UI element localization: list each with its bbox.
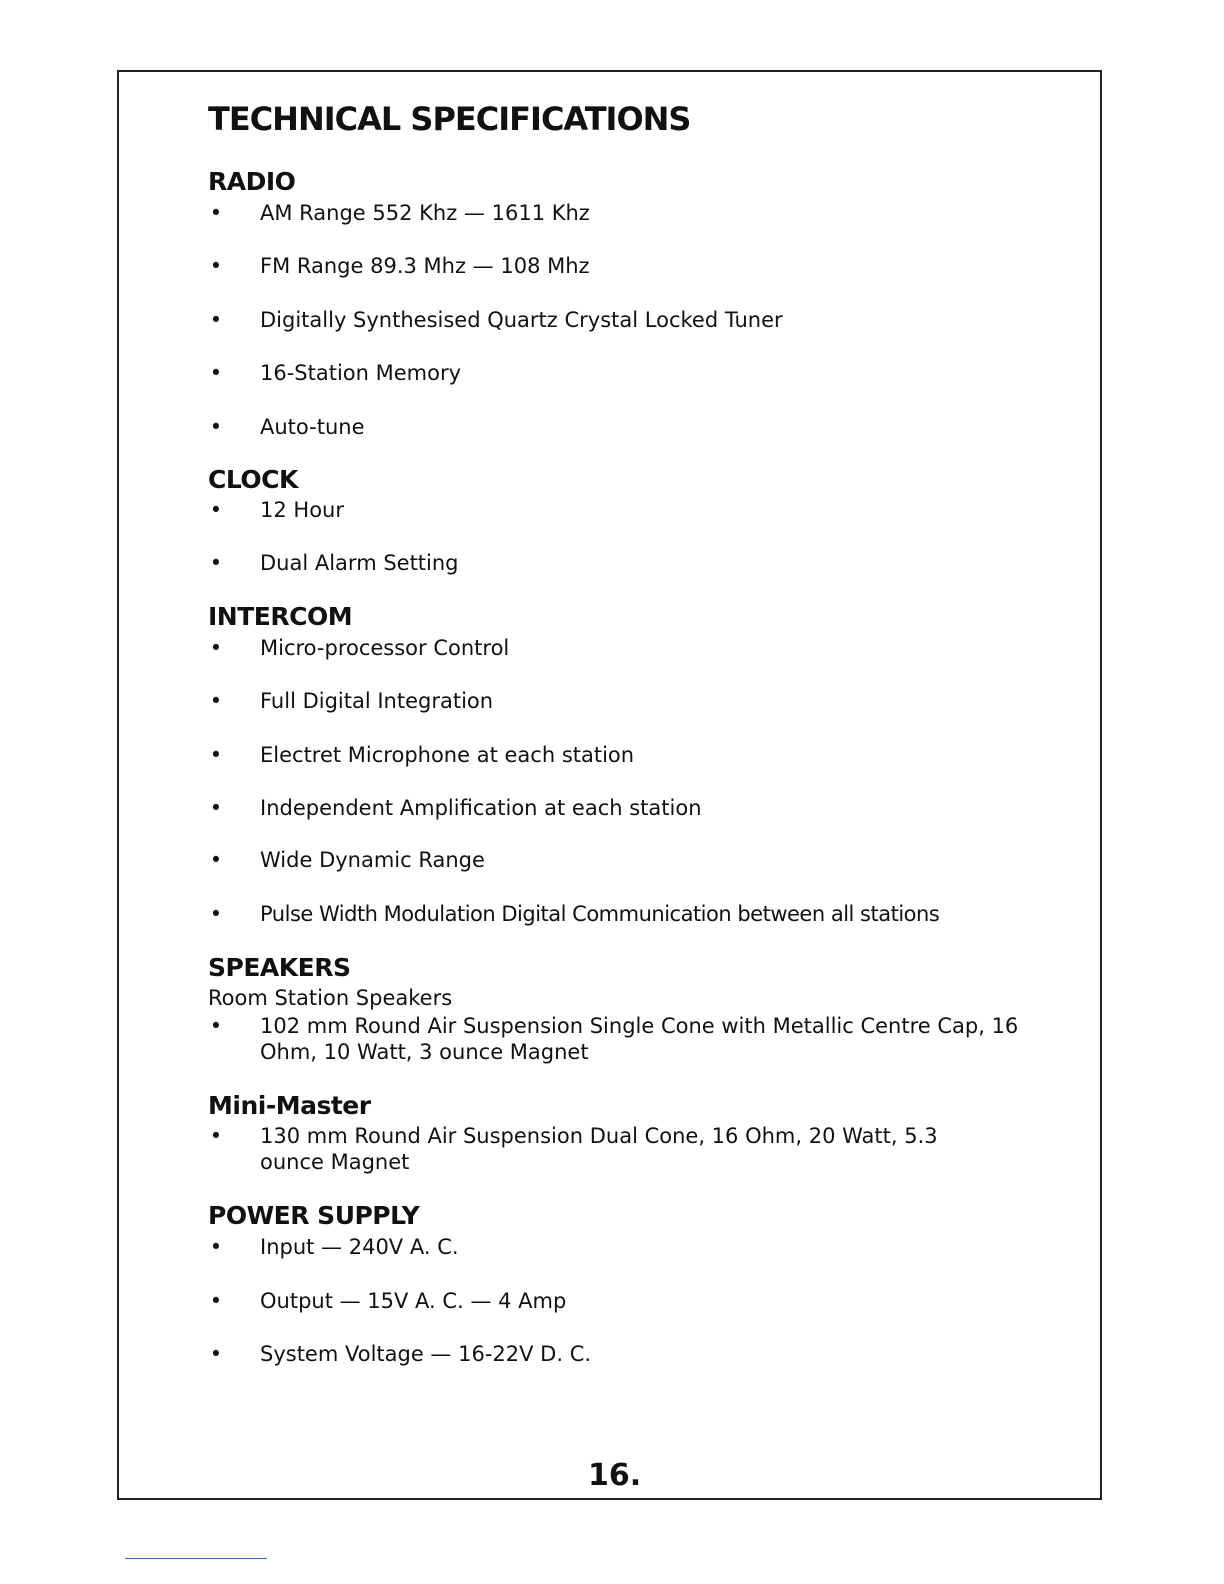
bullet-icon: • — [209, 848, 223, 872]
page-border — [117, 70, 1102, 1500]
page-title: TECHNICAL SPECIFICATIONS — [208, 100, 691, 138]
section-heading-power-supply: POWER SUPPLY — [208, 1201, 420, 1230]
list-item — [208, 1288, 1028, 1314]
bullet-icon: • — [209, 361, 223, 385]
list-item-text: Output — 15V A. C. — 4 Amp — [260, 1289, 567, 1313]
section-heading-intercom: INTERCOM — [208, 602, 353, 631]
bullet-icon: • — [209, 551, 223, 575]
bullet-icon: • — [209, 689, 223, 713]
list-item-text: FM Range 89.3 Mhz — 108 Mhz — [260, 254, 590, 278]
list-item — [208, 1013, 1028, 1065]
list-item — [208, 1341, 1028, 1367]
list-item — [208, 550, 1028, 576]
list-item — [208, 253, 1028, 279]
bullet-icon: • — [209, 308, 223, 332]
page-number: 16. — [588, 1458, 642, 1493]
list-item — [208, 901, 1088, 927]
bullet-icon: • — [209, 636, 223, 660]
list-item-text: Micro-processor Control — [260, 636, 510, 660]
bullet-icon: • — [209, 498, 223, 522]
list-item — [208, 360, 1028, 386]
section-heading-radio: RADIO — [208, 167, 296, 196]
bottom-divider — [125, 1558, 267, 1559]
list-item — [208, 847, 1028, 873]
list-item-text: 102 mm Round Air Suspension Single Cone with Metallic Centre Cap, 16 Ohm, 10 Watt, 3 ounce Magnet — [260, 1014, 1019, 1064]
list-item — [208, 635, 1028, 661]
bullet-icon: • — [209, 796, 223, 820]
list-item-text: Dual Alarm Setting — [260, 551, 459, 575]
list-item — [208, 1123, 968, 1175]
bullet-icon: • — [209, 1235, 223, 1259]
list-item-text: 12 Hour — [260, 498, 344, 522]
section-heading-mini-master: Mini-Master — [208, 1091, 371, 1120]
bullet-icon: • — [209, 1014, 223, 1038]
list-item — [208, 1234, 1028, 1260]
bullet-icon: • — [209, 1124, 223, 1148]
list-item — [208, 742, 1028, 768]
list-item — [208, 307, 1028, 333]
bullet-icon: • — [209, 254, 223, 278]
speakers-subheading: Room Station Speakers — [208, 986, 453, 1010]
bullet-icon: • — [209, 902, 223, 926]
list-item-text: 130 mm Round Air Suspension Dual Cone, 16 Ohm, 20 Watt, 5.3 ounce Magnet — [260, 1124, 938, 1174]
list-item — [208, 688, 1028, 714]
list-item-text: 16-Station Memory — [260, 361, 462, 385]
list-item — [208, 414, 1028, 440]
bullet-icon: • — [209, 415, 223, 439]
bullet-icon: • — [209, 201, 223, 225]
list-item-text: Digitally Synthesised Quartz Crystal Locked Tuner — [260, 308, 783, 332]
list-item-text: Wide Dynamic Range — [260, 848, 485, 872]
list-item-text: AM Range 552 Khz — 1611 Khz — [260, 201, 590, 225]
list-item-text: Independent Amplification at each station — [260, 796, 702, 820]
list-item-text: Auto-tune — [260, 415, 365, 439]
list-item-text: Input — 240V A. C. — [260, 1235, 459, 1259]
list-item-text: Electret Microphone at each station — [260, 743, 635, 767]
list-item-text: Full Digital Integration — [260, 689, 494, 713]
section-heading-clock: CLOCK — [208, 465, 298, 494]
bullet-icon: • — [209, 743, 223, 767]
list-item — [208, 795, 1028, 821]
bullet-icon: • — [209, 1342, 223, 1366]
list-item-text: System Voltage — 16-22V D. C. — [260, 1342, 592, 1366]
list-item — [208, 497, 1028, 523]
list-item-text: Pulse Width Modulation Digital Communication between all stations — [260, 902, 940, 926]
bullet-icon: • — [209, 1289, 223, 1313]
section-heading-speakers: SPEAKERS — [208, 953, 351, 982]
list-item — [208, 200, 1028, 226]
